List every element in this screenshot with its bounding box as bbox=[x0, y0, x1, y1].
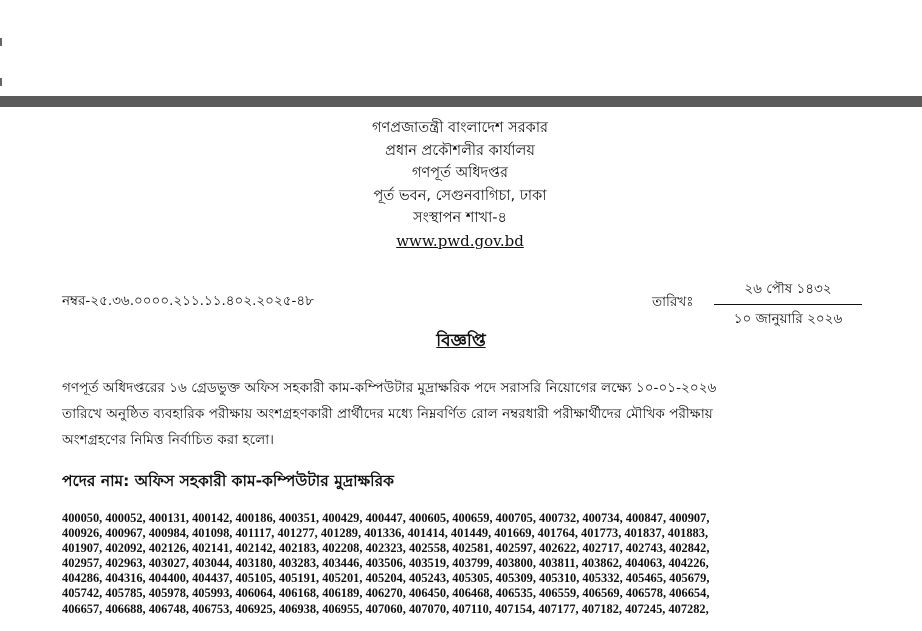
roll-line: 402957, 402963, 403027, 403044, 403180, 403283, 403446, 403506, 403519, 403799, 403800, 403811, 403862, 404063, 404226, bbox=[62, 556, 709, 571]
notice-title bbox=[0, 328, 922, 356]
roll-number-list bbox=[62, 511, 862, 617]
body-line: তারিখে অনুষ্ঠিত ব্যবহারিক পরীক্ষায় অংশগ্রহণকারী প্রার্থীদের মধ্যে নিম্নবর্ণিত রোল নম্বরধারী পরীক্ষার্থীদের মৌখিক পরীক্ষায় bbox=[62, 406, 713, 422]
header-line: গণপ্রজাতন্ত্রী বাংলাদেশ সরকার bbox=[371, 120, 548, 136]
roll-line: 401907, 402092, 402126, 402141, 402142, 402183, 402208, 402323, 402558, 402581, 402597, 402622, 402717, 402743, 402842, bbox=[62, 541, 710, 556]
roll-line: 400050, 400052, 400131, 400142, 400186, 400351, 400429, 400447, 400605, 400659, 400705, 400732, 400734, 400847, 400907, bbox=[62, 511, 710, 525]
office-header bbox=[260, 117, 660, 252]
separator-bar bbox=[0, 96, 922, 107]
header-line: প্রধান প্রকৌশলীর কার্যালয় bbox=[385, 142, 535, 159]
body-line: গণপূর্ত অধিদপ্তরের ১৬ গ্রেডভুক্ত অফিস সহকারী কাম-কম্পিউটার মুদ্রাক্ষরিক পদে সরাসরি নিয়োগের লক্ষ্যে ১০-০১-২০২৬ bbox=[62, 380, 717, 396]
memo-number: নম্বর-২৫.৩৬.০০০০.২১১.১১.৪০২.২০২৫-৪৮ bbox=[62, 293, 314, 309]
header-line: সংস্থাপন শাখা-৪ bbox=[413, 210, 507, 226]
notice-body bbox=[62, 375, 862, 453]
header-line: গণপূর্ত অধিদপ্তর bbox=[412, 165, 508, 181]
date-box bbox=[714, 278, 862, 331]
body-line: অংশগ্রহণের নিমিত্ত নির্বাচিত করা হলো। bbox=[62, 432, 274, 448]
roll-line: 400926, 400967, 400984, 401098, 401117, 401277, 401289, 401336, 401414, 401449, 401669, 401764, 401773, 401837, 401883, bbox=[62, 526, 709, 541]
roll-line: 405742, 405785, 405978, 405993, 406064, 406168, 406189, 406270, 406450, 406468, 406535, 406559, 406569, 406578, 406654, bbox=[62, 586, 710, 601]
date-gregorian: ১০ জানুয়ারি ২০২৬ bbox=[733, 311, 843, 327]
post-name: পদের নাম: অফিস সহকারী কাম-কম্পিউটার মুদ্রাক্ষরিক bbox=[62, 472, 394, 490]
roll-line: 406657, 406688, 406748, 406753, 406925, 406938, 406955, 407060, 407070, 407110, 407154, 407177, 407182, 407245, 407282, bbox=[62, 601, 709, 616]
header-line: পূর্ত ভবন, সেগুনবাগিচা, ঢাকা bbox=[373, 187, 547, 204]
edge-mark bbox=[0, 78, 2, 86]
notice-title-text: বিজ্ঞপ্তি bbox=[436, 331, 486, 351]
date-bangla: ২৬ পৌষ ১৪৩২ bbox=[714, 278, 862, 305]
blank-top-area bbox=[0, 0, 922, 96]
edge-mark bbox=[0, 38, 2, 46]
website-link[interactable]: www.pwd.gov.bd bbox=[396, 231, 524, 250]
roll-line: 404286, 404316, 404400, 404437, 405105, 405191, 405201, 405204, 405243, 405305, 405309, 405310, 405332, 405465, 405679, bbox=[62, 571, 710, 586]
date-label: তারিখঃ bbox=[652, 294, 694, 310]
